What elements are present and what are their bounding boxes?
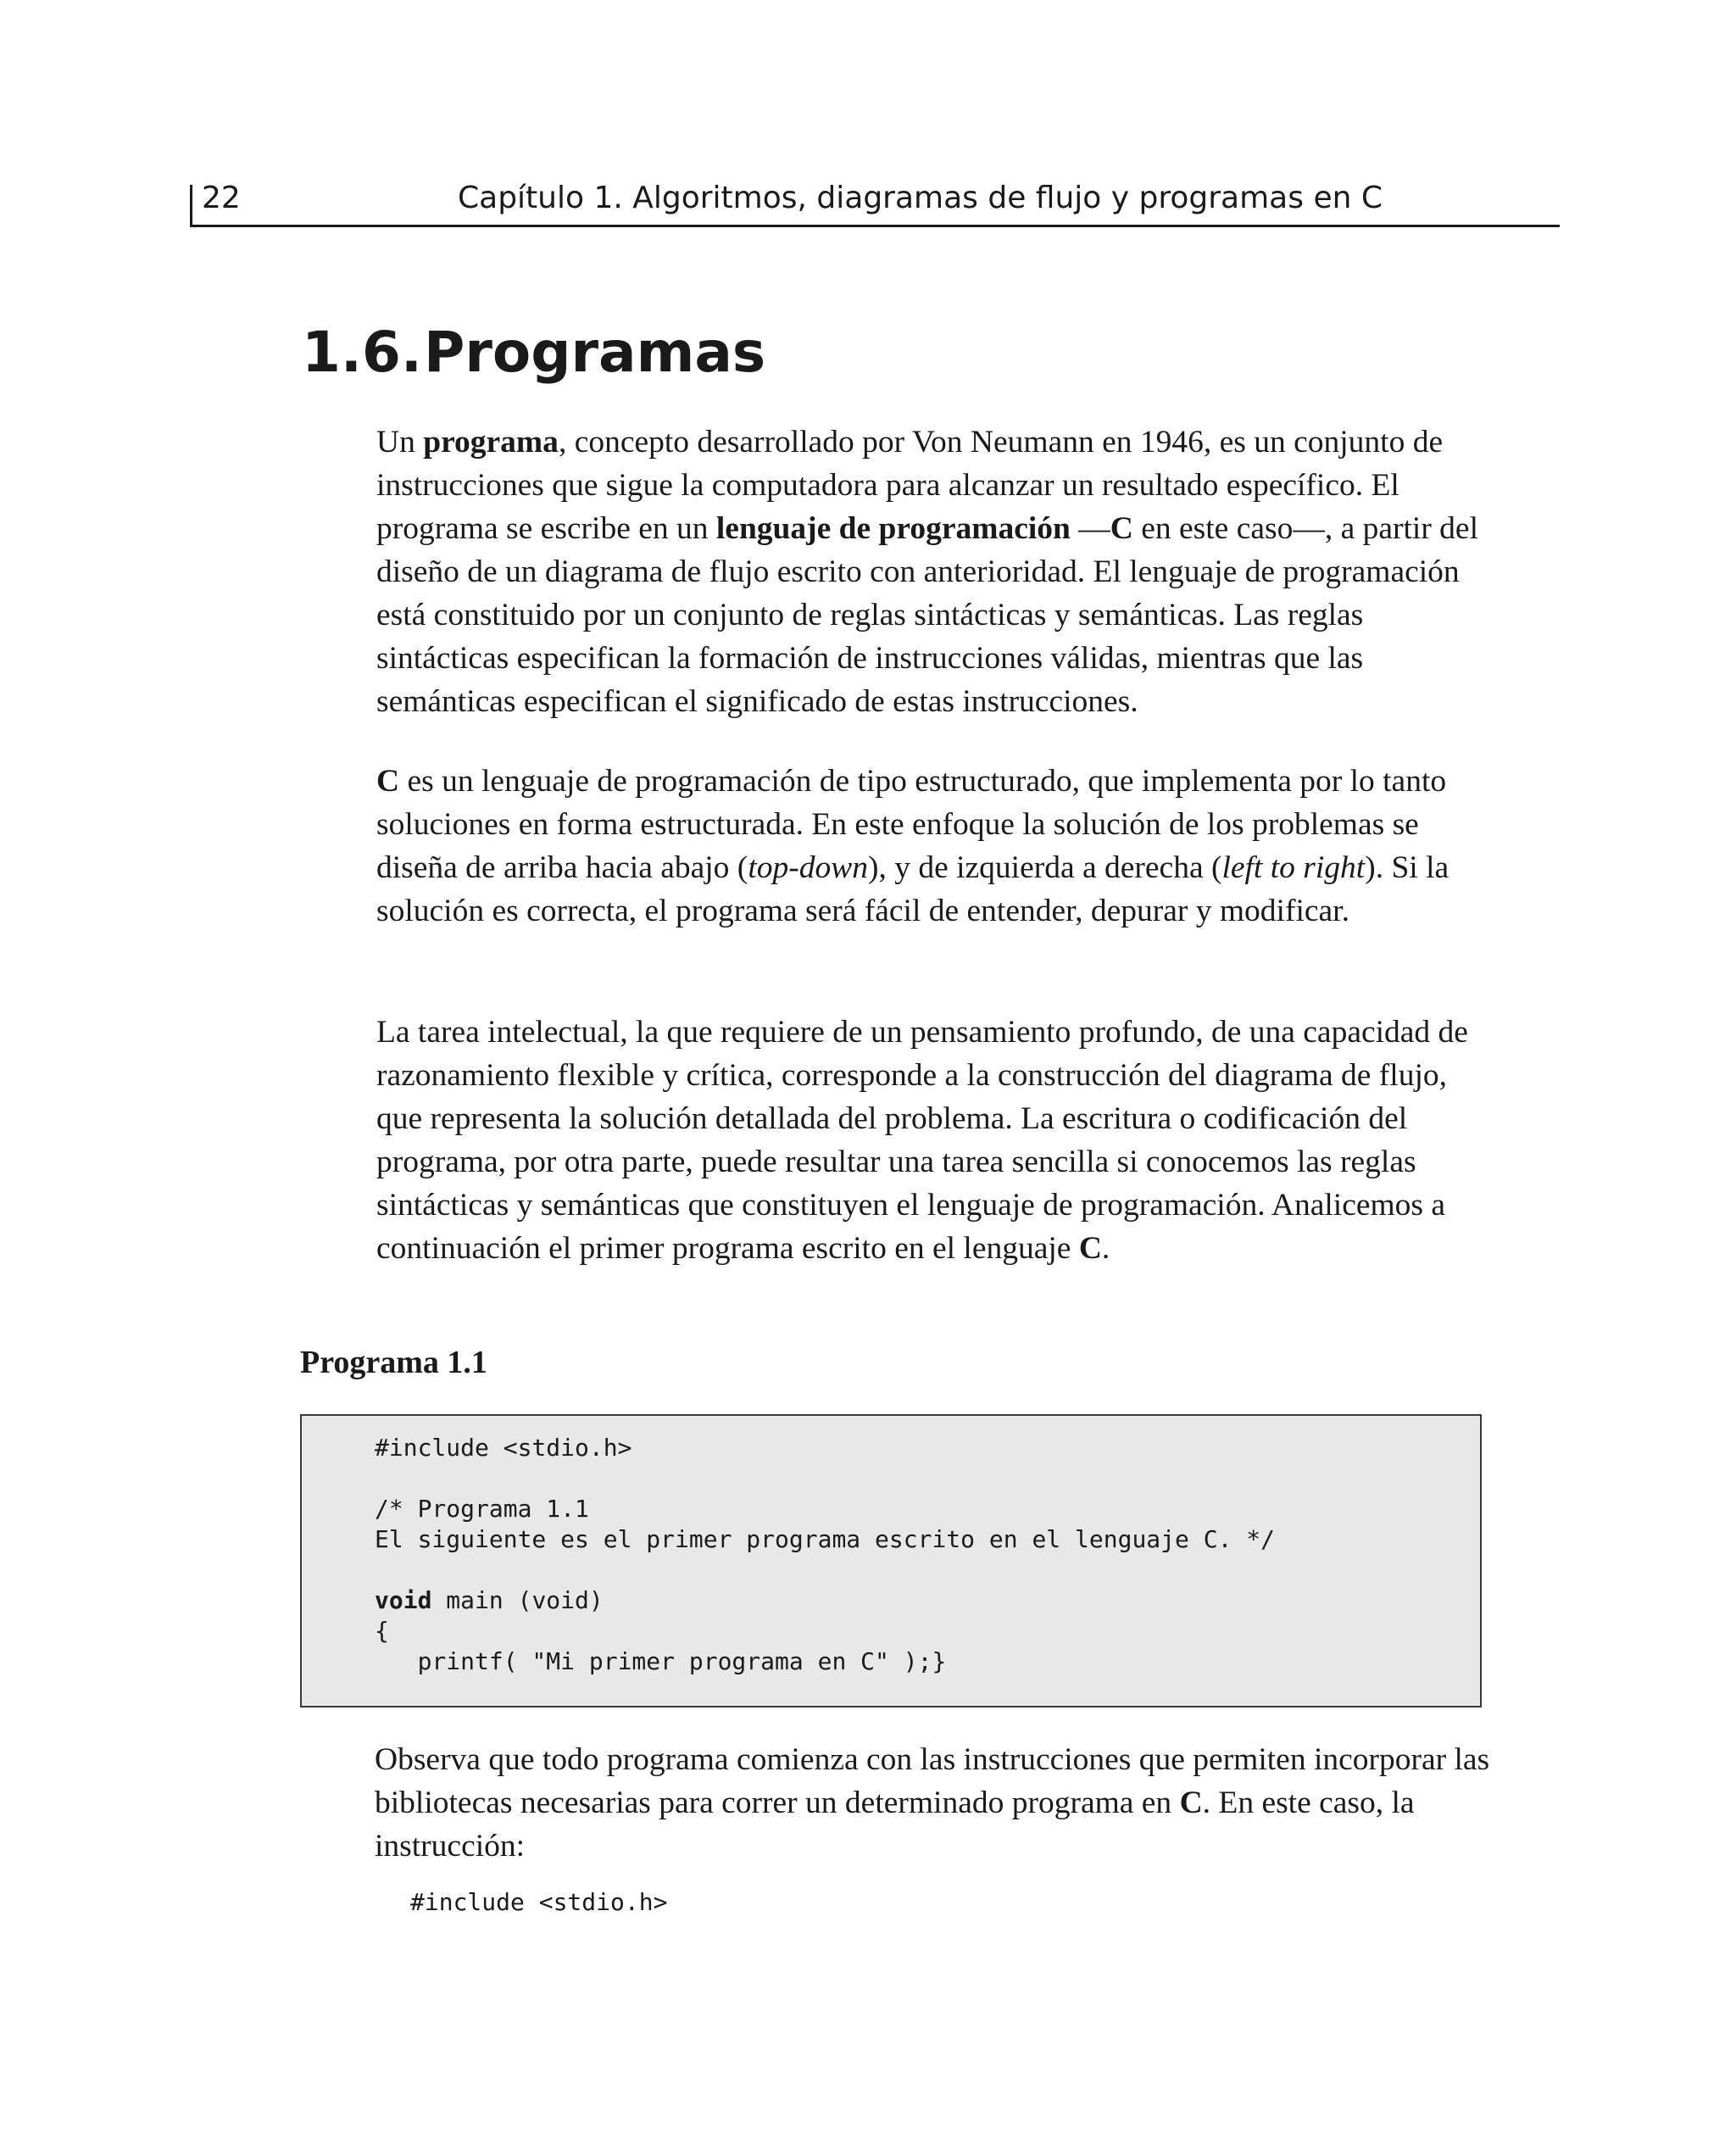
text-run: ), y de izquierda a derecha ( <box>867 850 1222 885</box>
text-run: . En este caso, la instrucción: <box>375 1786 1415 1864</box>
bold-term-c: C <box>1078 1231 1102 1266</box>
bold-term-c: C <box>1110 511 1133 546</box>
keyword-void: void <box>375 1586 432 1614</box>
code-line: { <box>375 1617 389 1645</box>
text-run: Un <box>376 425 424 460</box>
text-run: ). Si la solución es correcta, el programa será fácil de entender, depurar y modificar. <box>376 850 1449 928</box>
listing-title: Programa 1.1 <box>300 1345 487 1380</box>
code-line-blank <box>375 1463 1275 1494</box>
paragraph-3 <box>376 1011 1495 1270</box>
code-line <box>375 1585 1275 1616</box>
section-number: 1.6. <box>302 320 422 385</box>
code-fragment: main (void) <box>431 1586 604 1614</box>
text-run: en este caso—, a partir del diseño de un diagrama de flujo escrito con anterioridad. El lenguaje de programación está constituido por un conjunto de reglas sintácticas y semánticas. Las reglas sintácticas especifican la formación de instrucciones válidas, mientras que las semánticas especifican el significado de estas instrucciones. <box>376 511 1478 719</box>
bold-term-c: C <box>1179 1786 1203 1820</box>
bold-term-lenguaje: lenguaje de programación <box>715 511 1071 546</box>
code-listing-box <box>300 1414 1482 1708</box>
page-number: 22 <box>202 181 241 215</box>
paragraph-1 <box>376 421 1495 723</box>
section-title-text: Programas <box>424 320 766 385</box>
section-title <box>302 319 765 387</box>
code-line: El siguiente es el primer programa escrito en el lenguaje C. */ <box>375 1525 1276 1553</box>
code-line: #include <stdio.h> <box>375 1434 632 1462</box>
code-listing <box>375 1433 1275 1677</box>
paragraph-4 <box>375 1738 1494 1868</box>
text-run: . <box>1101 1231 1110 1266</box>
bold-term-c: C <box>376 764 400 799</box>
italic-term-top-down: top-down <box>748 850 868 885</box>
code-line: printf( "Mi primer programa en C" );} <box>375 1647 947 1675</box>
bold-term-programa: programa <box>423 425 559 460</box>
italic-term-left-to-right: left to right <box>1221 850 1366 885</box>
header-rule <box>190 225 1560 227</box>
text-run: — <box>1070 511 1110 546</box>
text-run: Observa que todo programa comienza con las instrucciones que permiten incorporar las bibliotecas necesarias para correr un determinado programa en <box>375 1742 1490 1820</box>
code-line: /* Programa 1.1 <box>375 1495 589 1523</box>
paragraph-2 <box>376 760 1495 933</box>
running-title: Capítulo 1. Algoritmos, diagramas de flujo y programas en C <box>458 181 1383 215</box>
header-rule-left <box>190 185 192 227</box>
text-run: La tarea intelectual, la que requiere de un pensamiento profundo, de una capacidad de razonamiento flexible y crítica, corresponde a la construcción del diagrama de flujo, que representa la solución detallada del problema. La escritura o codificación del programa, por otra parte, puede resultar una tarea sencilla si conocemos las reglas sintácticas y semánticas que constituyen el lenguaje de programación. Analicemos a continuación el primer programa escrito en el lenguaje <box>376 1015 1468 1266</box>
text-run: , concepto desarrollado por Von Neumann en 1946, es un conjunto de instrucciones que sigue la computadora para alcanzar un resultado específico. El programa se escribe en un <box>376 425 1444 546</box>
text-run: es un lenguaje de programación de tipo estructurado, que implementa por lo tanto soluciones en forma estructurada. En este enfoque la solución de los problemas se diseña de arriba hacia abajo ( <box>376 764 1447 885</box>
code-line-blank <box>375 1555 1275 1585</box>
inline-code-include: #include <stdio.h> <box>410 1888 668 1916</box>
running-header <box>190 180 1560 227</box>
